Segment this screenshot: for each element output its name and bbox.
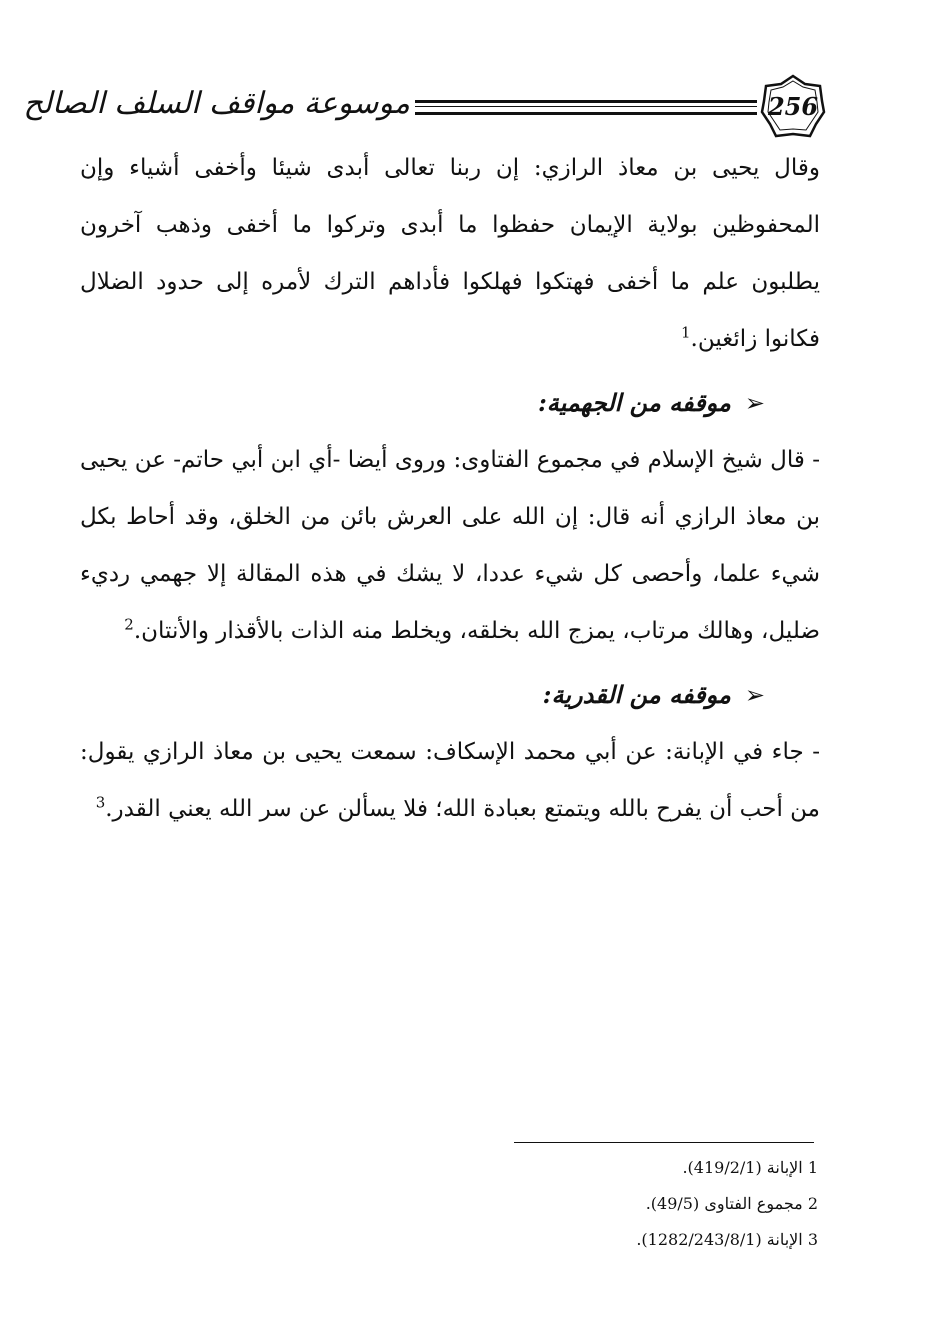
arrow-bullet-icon: ➢ bbox=[744, 681, 765, 709]
footnote-item: 3 الإبانة (1282/243/8/1). bbox=[636, 1230, 818, 1249]
footnote-separator bbox=[514, 1142, 814, 1143]
book-title-calligraphy: موسوعة مواقف السلف الصالح bbox=[23, 86, 410, 121]
footnote-item: 2 مجموع الفتاوى (49/5). bbox=[645, 1194, 818, 1213]
heading-text: موقفه من القدرية: bbox=[542, 680, 731, 709]
paragraph-qadariyya bbox=[80, 724, 820, 838]
header-rule-thin bbox=[415, 106, 757, 107]
main-text bbox=[80, 140, 820, 838]
paragraph-jahmiyya bbox=[80, 432, 820, 660]
page-header bbox=[23, 70, 830, 140]
paragraph-razi-saying bbox=[80, 140, 820, 368]
header-rule-bottom bbox=[415, 112, 757, 115]
page-number: 256 bbox=[767, 92, 819, 121]
page-number-badge bbox=[760, 74, 826, 140]
footnote-ref-3: 3 bbox=[95, 793, 106, 812]
section-heading-jahmiyya bbox=[80, 374, 820, 432]
paragraph-text: - جاء في الإبانة: عن أبي محمد الإسكاف: سمعت يحيى بن معاذ الرازي يقول: من أحب أن يفرح بالله ويتمتع بعبادة الله؛ فلا يسألن عن سر الله يعني القدر. bbox=[80, 739, 820, 822]
arrow-bullet-icon: ➢ bbox=[744, 389, 765, 417]
footnote-ref-1: 1 bbox=[681, 323, 691, 342]
paragraph-text: - قال شيخ الإسلام في مجموع الفتاوى: وروى أيضا -أي ابن أبي حاتم- عن يحيى بن معاذ الرازي أنه قال: إن الله على العرش بائن من الخلق، وقد أحاط بكل شيء علما، وأحصى كل شيء عددا، لا يشك في هذه المقالة إلا جهمي رديء ضليل، وهالك مرتاب، يمزج الله بخلقه، ويخلط منه الذات بالأقذار والأنتان. bbox=[80, 447, 820, 644]
heading-text: موقفه من الجهمية: bbox=[537, 388, 731, 417]
footnotes bbox=[400, 1150, 818, 1258]
footnote-ref-2: 2 bbox=[124, 615, 134, 634]
header-rule bbox=[415, 100, 757, 103]
paragraph-text: وقال يحيى بن معاذ الرازي: إن ربنا تعالى أبدى شيئا وأخفى أشياء وإن المحفوظين بولاية الإيمان حفظوا ما أبدى وتركوا ما أخفى وذهب آخرون يطلبون علم ما أخفى فهتكوا فهلكوا فأداهم الترك لأمره إلى حدود الضلال فكانوا زائغين. bbox=[80, 155, 820, 352]
footnote-item: 1 الإبانة (419/2/1). bbox=[682, 1158, 818, 1177]
section-heading-qadariyya bbox=[80, 666, 820, 724]
